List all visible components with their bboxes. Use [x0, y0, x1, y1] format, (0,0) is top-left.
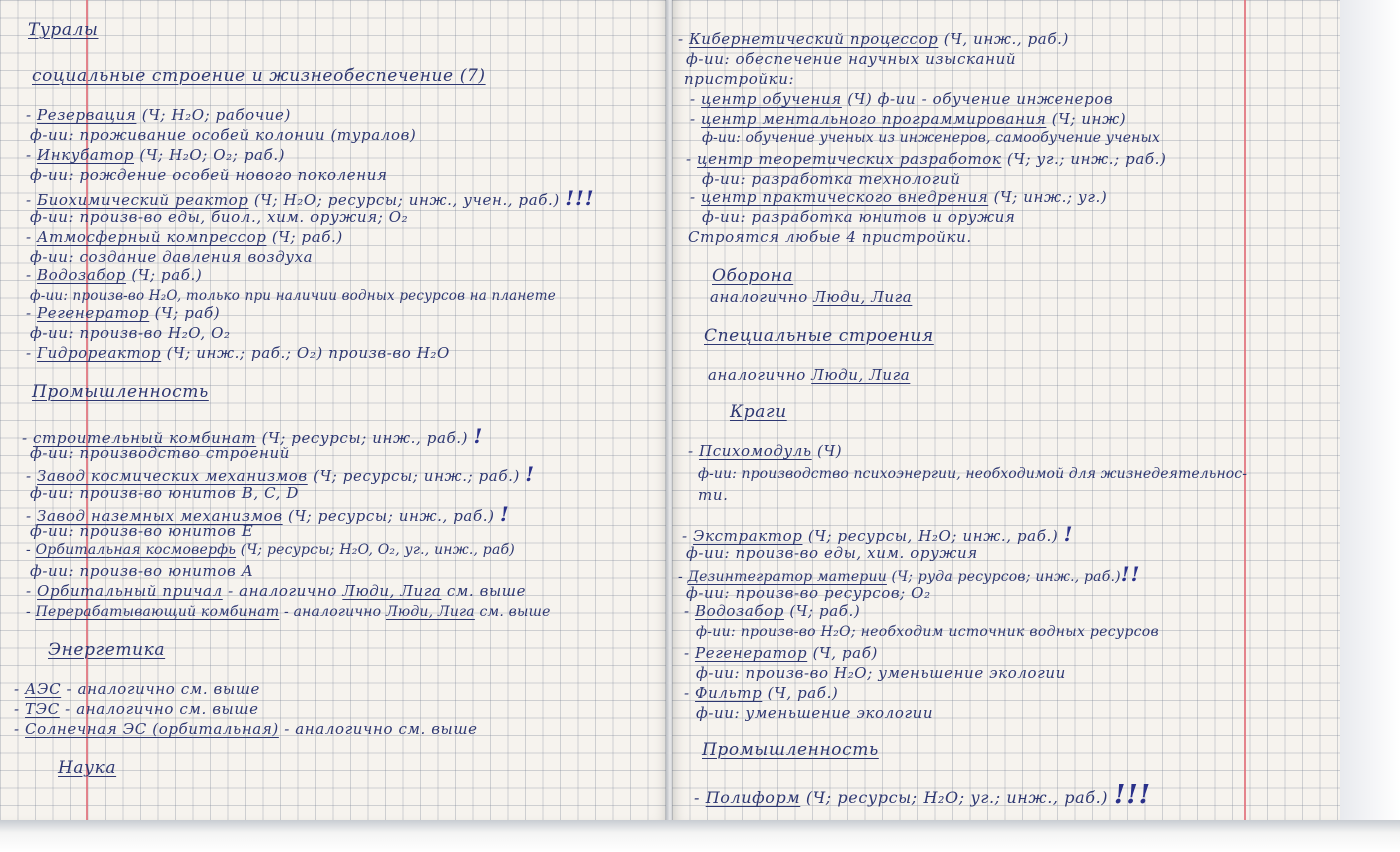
emphasis-mark: ! [1063, 522, 1074, 546]
entry-reservation: - Резервация (Ч; H₂O; рабочие) [26, 106, 291, 124]
entry-name: Экстрактор [693, 527, 803, 545]
entry-rest: - аналогично [222, 582, 343, 600]
entry-name: Психомодуль [699, 442, 812, 460]
entry-orbital-shipyard: - Орбитальная космоверфь (Ч; ресурсы; H₂O, O₂, уг., инж., раб) [26, 542, 515, 558]
entry-function: ф-ии: производство строений [30, 444, 291, 462]
entry-function: ф-ии: произв-во еды, хим. оружия [686, 544, 978, 562]
entry-params: (Ч, инж., раб.) [938, 30, 1069, 48]
left-page [0, 0, 668, 820]
entry-bioreactor: - Биохимический реактор (Ч; H₂O; ресурсы; инж., учен., раб.) !!! [26, 186, 595, 210]
entry-params: (Ч; H₂O; рабочие) [136, 106, 291, 124]
entry-name: Атмосферный компрессор [37, 228, 267, 246]
entry-rest: - аналогично см. выше [61, 680, 260, 698]
entry-function: ф-ии: произв-во еды, биол., хим. оружия; O₂ [30, 208, 409, 226]
entry-function: ф-ии: проживание особей колонии (туралов) [30, 126, 417, 144]
entry-name: Биохимический реактор [37, 191, 249, 209]
entry-params: (Ч) ф-ии - обучение инженеров [841, 90, 1114, 108]
section-energy: Энергетика [48, 640, 166, 660]
entry-theory: - центр теоретических разработок (Ч; уг.; инж.; раб.) [686, 150, 1167, 168]
build-note: Строятся любые 4 пристройки. [688, 228, 972, 246]
entry-function: ф-ии: произв-во H₂O, только при наличии водных ресурсов на планете [30, 288, 556, 304]
entry-ref: Люди, Лига [385, 604, 475, 620]
emphasis-mark: ! [525, 462, 536, 486]
entry-name: центр практического внедрения [701, 188, 989, 206]
entry-disintegrator: - Дезинтегратор материи (Ч; руда ресурсов; инж., раб.)!! [678, 562, 1141, 586]
entry-name: центр обучения [701, 90, 842, 108]
entry-ref: Люди, Лига [342, 582, 442, 600]
entry-params: (Ч; уг.; инж.; раб.) [1001, 150, 1167, 168]
entry-params: (Ч; ресурсы; H₂O, O₂, уг., инж., раб) [236, 542, 515, 558]
entry-water-intake: - Водозабор (Ч; раб.) [26, 266, 203, 284]
entry-tail: см. выше [441, 582, 527, 600]
entry-params: (Ч, раб) [807, 644, 878, 662]
entry-rest: - аналогично см. выше [59, 700, 259, 718]
entry-incubator: - Инкубатор (Ч; H₂O; O₂; раб.) [26, 146, 286, 164]
entry-params: (Ч; раб.) [125, 266, 203, 284]
emphasis-mark: !!! [1113, 780, 1152, 810]
entry-ground-plant: - Завод наземных механизмов (Ч; ресурсы; инж., раб.) ! [26, 502, 510, 526]
entry-name: Инкубатор [37, 146, 135, 164]
entry-name: Орбитальный причал [37, 582, 223, 600]
entry-name: Дезинтегратор материи [687, 569, 887, 585]
entry-params: (Ч; руда ресурсов; инж., раб.) [886, 569, 1121, 585]
entry-function: ф-ии: разработка технологий [702, 170, 961, 188]
page-title: Туралы [28, 20, 99, 40]
section-industry: Промышленность [702, 740, 879, 760]
entry-function: ф-ии: произв-во H₂O; необходим источник водных ресурсов [696, 624, 1159, 640]
entry-params: (Ч; ресурсы; H₂O; уг.; инж., раб.) [800, 788, 1109, 807]
entry-name: Полиформ [705, 788, 801, 807]
entry-name: Регенератор [37, 304, 150, 322]
section-kragi: Краги [730, 402, 787, 422]
page-edge [1340, 0, 1400, 820]
special-text [708, 366, 910, 384]
entry-function: ф-ии: создание давления воздуха [30, 248, 314, 266]
entry-function: ф-ии: рождение особей нового поколения [30, 166, 388, 184]
entry-solar: - Солнечная ЭС (орбитальная) - аналогично см. выше [14, 720, 478, 738]
special-ref: Люди, Лига [811, 366, 911, 384]
entry-name: ТЭС [25, 700, 60, 718]
right-page [672, 0, 1340, 820]
entry-params: (Ч; ресурсы; инж., раб.) [256, 429, 469, 447]
entry-practice: - центр практического внедрения (Ч; инж.; уг.) [690, 188, 1108, 206]
entry-orbital-dock: - Орбитальный причал - аналогично Люди, Лига см. выше [26, 582, 527, 600]
entry-function: ф-ии: обучение ученых из инженеров, самообучение ученых [702, 130, 1160, 146]
entry-tes: - ТЭС - аналогично см. выше [14, 700, 259, 718]
entry-cyber: - Кибернетический процессор (Ч, инж., раб.) [678, 30, 1069, 48]
entry-water-intake: - Водозабор (Ч; раб.) [684, 602, 861, 620]
defense-ref: Люди, Лига [813, 288, 913, 306]
section-special: Специальные строения [704, 326, 934, 346]
entry-rest: - аналогично см. выше [278, 720, 478, 738]
entry-mental: - центр ментального программирования (Ч; инж) [690, 110, 1127, 128]
entry-function: ф-ии: производство психоэнергии, необходимой для жизнедеятельнос- [698, 466, 1248, 482]
section-industry: Промышленность [32, 382, 209, 402]
entry-name: Водозабор [695, 602, 784, 620]
entry-regenerator: - Регенератор (Ч, раб) [684, 644, 878, 662]
entry-extractor: - Экстрактор (Ч; ресурсы, H₂O; инж., раб.) ! [682, 522, 1074, 546]
entry-name: Кибернетический процессор [689, 30, 939, 48]
entry-function: ф-ии: произв-во юнитов B, C, D [30, 484, 299, 502]
entry-params: (Ч; ресурсы, H₂O; инж., раб.) [802, 527, 1059, 545]
defense-label: аналогично [710, 288, 814, 306]
entry-tail: см. выше [474, 604, 551, 620]
entry-compressor: - Атмосферный компрессор (Ч; раб.) [26, 228, 343, 246]
entry-params: (Ч; раб.) [783, 602, 861, 620]
entry-regenerator: - Регенератор (Ч; раб) [26, 304, 221, 322]
entry-params: (Ч; инж.; раб.; O₂) произв-во H₂O [161, 344, 450, 362]
section-defense: Оборона [712, 266, 794, 286]
entry-name: Завод космических механизмов [37, 467, 308, 485]
entry-name: Завод наземных механизмов [37, 507, 283, 525]
entry-function: ф-ии: произв-во ресурсов; O₂ [686, 584, 931, 602]
entry-params: (Ч) [811, 442, 843, 460]
entry-aes: - АЭС - аналогично см. выше [14, 680, 260, 698]
entry-params: (Ч; ресурсы; инж., раб.) [282, 507, 495, 525]
entry-name: Фильтр [695, 684, 763, 702]
entry-function: ф-ии: произв-во юнитов A [30, 562, 254, 580]
entry-name: Водозабор [37, 266, 126, 284]
entry-function: ф-ии: обеспечение научных изысканий [686, 50, 1017, 68]
entry-params: (Ч; инж) [1046, 110, 1127, 128]
entry-name: Резервация [37, 106, 137, 124]
emphasis-mark: ! [499, 502, 510, 526]
entry-function: ф-ии: произв-во юнитов E [30, 522, 254, 540]
entry-psycho: - Психомодуль (Ч) [688, 442, 843, 460]
section-science: Наука [58, 758, 117, 778]
entry-name: Орбитальная космоверфь [35, 542, 237, 558]
entry-function: пристройки: [684, 70, 795, 88]
entry-name: АЭС [25, 680, 62, 698]
entry-filter: - Фильтр (Ч, раб.) [684, 684, 839, 702]
entry-recycling: - Перерабатывающий комбинат - аналогично Люди, Лига см. выше [26, 604, 551, 620]
entry-name: строительный комбинат [33, 429, 257, 447]
scan-bottom-edge [0, 820, 1400, 852]
entry-params: (Ч; ресурсы; инж.; раб.) [307, 467, 520, 485]
entry-name: Перерабатывающий комбинат [35, 604, 280, 620]
special-label: аналогично [708, 366, 812, 384]
entry-name: Регенератор [695, 644, 808, 662]
entry-name: центр теоретических разработок [697, 150, 1002, 168]
entry-params: (Ч; H₂O; O₂; раб.) [134, 146, 286, 164]
entry-function: ф-ии: произв-во H₂O; уменьшение экологии [696, 664, 1066, 682]
entry-name: Гидрореактор [37, 344, 162, 362]
entry-rest: - аналогично [279, 604, 386, 620]
defense-text [710, 288, 912, 306]
entry-construction: - строительный комбинат (Ч; ресурсы; инж., раб.) ! [22, 424, 484, 448]
section-social: социальные строение и жизнеобеспечение (7) [32, 66, 486, 86]
entry-params: (Ч; раб) [149, 304, 221, 322]
entry-name: Солнечная ЭС (орбитальная) [25, 720, 279, 738]
entry-function: ф-ии: разработка юнитов и оружия [702, 208, 1016, 226]
entry-poliform: - Полиформ (Ч; ресурсы; H₂O; уг.; инж., раб.) !!! [694, 780, 1152, 810]
margin-line [1244, 0, 1246, 820]
emphasis-mark: !! [1120, 562, 1141, 586]
entry-function: ф-ии: произв-во H₂O, O₂ [30, 324, 231, 342]
entry-params: (Ч; H₂O; ресурсы; инж., учен., раб.) [248, 191, 560, 209]
entry-function: ф-ии: уменьшение экологии [696, 704, 934, 722]
entry-function: ти. [698, 486, 729, 504]
entry-params: (Ч; инж.; уг.) [988, 188, 1108, 206]
entry-cosmic-plant: - Завод космических механизмов (Ч; ресурсы; инж.; раб.) ! [26, 462, 536, 486]
emphasis-mark: ! [473, 424, 484, 448]
entry-name: центр ментального программирования [701, 110, 1047, 128]
entry-params: (Ч, раб.) [762, 684, 839, 702]
entry-params: (Ч; раб.) [266, 228, 343, 246]
entry-training: - центр обучения (Ч) ф-ии - обучение инженеров [690, 90, 1114, 108]
entry-hydroreactor: - Гидрореактор (Ч; инж.; раб.; O₂) произв-во H₂O [26, 344, 450, 362]
emphasis-mark: !!! [565, 186, 595, 210]
